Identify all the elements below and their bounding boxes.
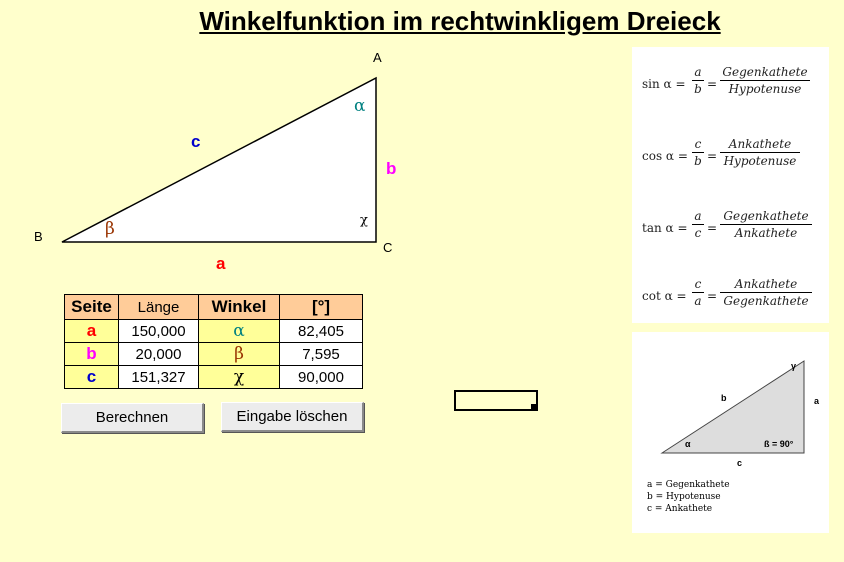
fraction-denominator: b [694, 82, 702, 96]
formula-panel [632, 47, 829, 323]
long-fraction [720, 277, 812, 308]
page-title: Winkelfunktion im rechtwinkligem Dreieck [199, 6, 721, 36]
ref-b-label: b [721, 393, 727, 403]
reference-legend [647, 479, 730, 515]
short-fraction [692, 65, 704, 96]
row-side: b [65, 343, 119, 366]
fraction-numerator: c [694, 277, 702, 291]
short-fraction [692, 137, 704, 168]
selected-cell[interactable] [454, 390, 538, 411]
fraction-numerator: a [694, 209, 702, 223]
fraction-denominator: b [694, 154, 702, 168]
vertex-a-label: A [373, 50, 382, 65]
row-side: c [65, 366, 119, 389]
formula-cot: cot α = c a = Ankathete Gegenkathete [632, 273, 828, 321]
row-angle: α [199, 320, 280, 343]
length-input-c[interactable]: 151,327 [119, 366, 199, 389]
row-angle: β [199, 343, 280, 366]
side-a-label: a [216, 254, 226, 273]
clear-input-button[interactable]: Eingabe löschen [221, 402, 364, 432]
row-side: a [65, 320, 119, 343]
legend-item: c = Ankathete [647, 504, 713, 514]
row-angle: χ [199, 366, 280, 389]
fraction-numerator: c [694, 137, 702, 151]
fraction-denominator: Hypotenuse [728, 82, 802, 96]
header-degrees: [°] [280, 295, 363, 320]
fraction-denominator: Ankathete [734, 226, 798, 240]
header-seite: Seite [65, 295, 119, 320]
fraction-denominator: a [694, 294, 702, 308]
calculate-button[interactable]: Berechnen [61, 403, 204, 433]
fraction-numerator: Gegenkathete [722, 65, 808, 79]
formula-cos: cos α = c b = Ankathete Hypotenuse [632, 133, 828, 181]
formula-sin: sin α = a b = Gegenkathete Hypotenuse [632, 61, 828, 109]
table-row [65, 343, 363, 366]
ref-gamma-label: γ [791, 361, 797, 371]
formula-function: tan α = [642, 221, 688, 235]
ref-beta-label: ß = 90° [764, 439, 794, 449]
fraction-numerator: Gegenkathete [723, 209, 809, 223]
values-table [64, 294, 363, 389]
fill-handle[interactable] [531, 404, 536, 409]
side-c-label: c [191, 132, 201, 151]
reference-panel [632, 332, 829, 533]
table-row [65, 320, 363, 343]
formula-tan: tan α = a c = Gegenkathete Ankathete [632, 205, 828, 253]
formula-function: cot α = [642, 289, 687, 303]
vertex-b-label: B [34, 229, 43, 244]
triangle-shape [62, 78, 376, 242]
ref-c-label: c [737, 458, 743, 468]
short-fraction [692, 277, 704, 308]
vertex-c-label: C [383, 240, 393, 255]
long-fraction [720, 137, 800, 168]
formula-function: cos α = [642, 149, 688, 163]
fraction-denominator: c [694, 226, 702, 240]
side-b-label: b [386, 159, 397, 178]
table-header-row [65, 295, 363, 320]
angle-beta-label: β [105, 219, 115, 239]
length-input-a[interactable]: 150,000 [119, 320, 199, 343]
degrees-input-alpha[interactable]: 82,405 [280, 320, 363, 343]
fraction-denominator: Gegenkathete [723, 294, 809, 308]
long-fraction [720, 65, 810, 96]
legend-item: b = Hypotenuse [647, 492, 721, 502]
angle-alpha-label: α [354, 96, 366, 116]
length-input-b[interactable]: 20,000 [119, 343, 199, 366]
legend-item: a = Gegenkathete [647, 480, 730, 490]
ref-a-label: a [814, 396, 820, 406]
angle-gamma-label: χ [360, 213, 368, 228]
long-fraction [720, 209, 812, 240]
fraction-numerator: Ankathete [728, 137, 792, 151]
fraction-denominator: Hypotenuse [723, 154, 797, 168]
header-winkel: Winkel [199, 295, 280, 320]
table-row [65, 366, 363, 389]
fraction-numerator: Ankathete [734, 277, 798, 291]
short-fraction [692, 209, 704, 240]
formula-function: sin α = [642, 77, 686, 91]
degrees-input-gamma[interactable]: 90,000 [280, 366, 363, 389]
fraction-numerator: a [694, 65, 702, 79]
header-laenge: Länge [119, 295, 199, 320]
ref-alpha-label: α [685, 439, 691, 449]
degrees-input-beta[interactable]: 7,595 [280, 343, 363, 366]
